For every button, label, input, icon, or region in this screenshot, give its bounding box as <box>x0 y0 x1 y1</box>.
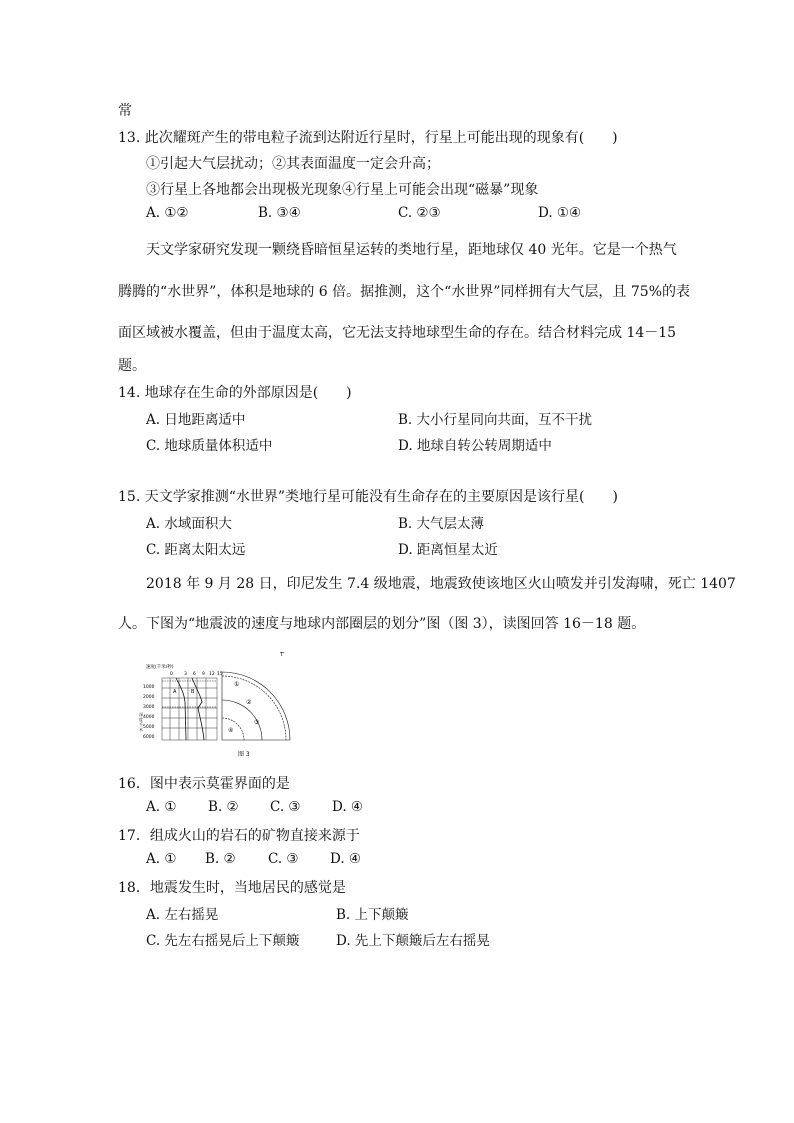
depth-label-char: 深 <box>139 712 143 717</box>
passage-2-line-1: 2018 年 9 月 28 日，印尼发生 7.4 级地震，地震致使该地区火山喷发并引发海啸，死亡 1407 <box>146 576 736 592</box>
passage-1-line-1: 天文学家研究发现一颗绕昏暗恒星运转的类地行星，距地球仅 40 光年。它是一个热气 <box>146 242 677 258</box>
wave-curve-a <box>176 678 186 740</box>
depth-tick: 4000 <box>143 715 155 720</box>
question-17-stem: 17．组成火山的岩石的矿物直接来源于 <box>118 828 360 844</box>
depth-label-char: 千 <box>139 722 143 727</box>
question-17-option-b[interactable]: B. ② <box>205 851 236 867</box>
layer-label-3: ③ <box>254 719 260 726</box>
question-18-stem: 18．地震发生时，当地居民的感觉是 <box>118 880 346 896</box>
speed-tick: 15 <box>217 672 223 677</box>
speed-axis-label: 速度(千米/秒) <box>146 665 174 670</box>
question-18-option-d[interactable]: D. 先上下颠簸后左右摇晃 <box>336 933 490 949</box>
question-16-option-a[interactable]: A. ① <box>146 799 177 815</box>
question-16-stem: 16．图中表示莫霍界面的是 <box>118 776 290 792</box>
question-16-option-b[interactable]: B. ② <box>208 799 239 815</box>
question-14-option-a[interactable]: A. 日地距离适中 <box>146 412 246 428</box>
figure-caption: 图 3 <box>238 751 250 758</box>
speed-tick: 3 <box>184 672 187 677</box>
passage-1-line-3: 面区域被水覆盖，但由于温度太高，它无法支持地球型生命的存在。结合材料完成 14－15 <box>118 325 677 341</box>
question-18-option-c[interactable]: C. 先左右摇晃后上下颠簸 <box>146 933 300 949</box>
question-13-option-c[interactable]: C. ②③ <box>398 205 441 221</box>
question-17-option-c[interactable]: C. ③ <box>268 851 299 867</box>
seismic-wave-figure <box>140 648 290 760</box>
figure-top-mark: T' <box>280 652 285 658</box>
speed-tick: 6 <box>193 672 196 677</box>
question-17-option-d[interactable]: D. ④ <box>330 851 362 867</box>
speed-tick: 12 <box>209 672 215 677</box>
depth-tick: 6000 <box>143 735 155 740</box>
question-14-stem: 14. 地球存在生命的外部原因是( ) <box>118 385 352 401</box>
curve-label-b: B <box>191 689 195 695</box>
question-16-option-c[interactable]: C. ③ <box>270 799 301 815</box>
question-13-statement-line-1: ①引起大气层扰动；②其表面温度一定会升高； <box>146 156 440 172</box>
passage-1-line-4: 题。 <box>118 358 146 374</box>
speed-tick: 9 <box>202 672 205 677</box>
depth-axis-label <box>139 711 143 732</box>
question-15-option-c[interactable]: C. 距离太阳太远 <box>146 542 246 558</box>
question-13-stem: 13. 此次耀斑产生的带电粒子流到达附近行星时，行星上可能出现的现象有( ) <box>118 130 618 146</box>
depth-tick: 2000 <box>143 695 155 700</box>
depth-label-char: 米 <box>139 727 143 732</box>
question-13-option-b[interactable]: B. ③④ <box>258 205 301 221</box>
question-14-option-b[interactable]: B. 大小行星同向共面，互不干扰 <box>398 412 593 428</box>
question-13-statement-line-2: ③行星上各地都会出现极光现象④行星上可能会出现“磁暴”现象 <box>146 182 539 198</box>
depth-tick: 5000 <box>143 725 155 730</box>
depth-label-char: 度 <box>139 717 143 722</box>
curve-label-a: A <box>173 689 177 695</box>
question-15-stem: 15. 天文学家推测“水世界”类地行星可能没有生命存在的主要原因是该行星( ) <box>118 489 618 505</box>
question-13-option-d[interactable]: D. ①④ <box>538 205 582 221</box>
question-15-option-a[interactable]: A. 水域面积大 <box>146 516 232 532</box>
depth-tick: 1000 <box>143 685 155 690</box>
passage-1-line-2: 腾腾的“水世界”，体积是地球的 6 倍。据推测，这个“水世界”同样拥有大气层，且 75%的表 <box>118 284 691 300</box>
question-15-option-d[interactable]: D. 距离恒星太近 <box>398 542 498 558</box>
depth-axis-ticks <box>143 684 155 740</box>
layer-label-2: ② <box>246 699 252 706</box>
page-fragment-text: 常 <box>118 103 132 119</box>
wave-curve-b <box>192 678 204 740</box>
question-14-option-d[interactable]: D. 地球自转公转周期适中 <box>398 438 552 454</box>
graph-grid <box>162 678 217 740</box>
question-13-option-a[interactable]: A. ①② <box>146 205 189 221</box>
question-18-option-a[interactable]: A. 左右摇晃 <box>146 907 219 923</box>
question-15-option-b[interactable]: B. 大气层太薄 <box>398 516 485 532</box>
layer-label-4: ④ <box>228 727 234 734</box>
speed-axis-ticks <box>170 671 223 677</box>
question-14-option-c[interactable]: C. 地球质量体积适中 <box>146 438 273 454</box>
question-17-option-a[interactable]: A. ① <box>146 851 177 867</box>
speed-tick: 0 <box>170 672 173 677</box>
question-16-option-d[interactable]: D. ④ <box>332 799 364 815</box>
passage-2-line-2: 人。下图为“地震波的速度与地球内部圈层的划分”图（图 3），读图回答 16－18 题。 <box>118 616 646 632</box>
layer-label-1: ① <box>234 681 240 688</box>
depth-tick: 3000 <box>143 705 155 710</box>
question-18-option-b[interactable]: B. 上下颠簸 <box>336 907 409 923</box>
